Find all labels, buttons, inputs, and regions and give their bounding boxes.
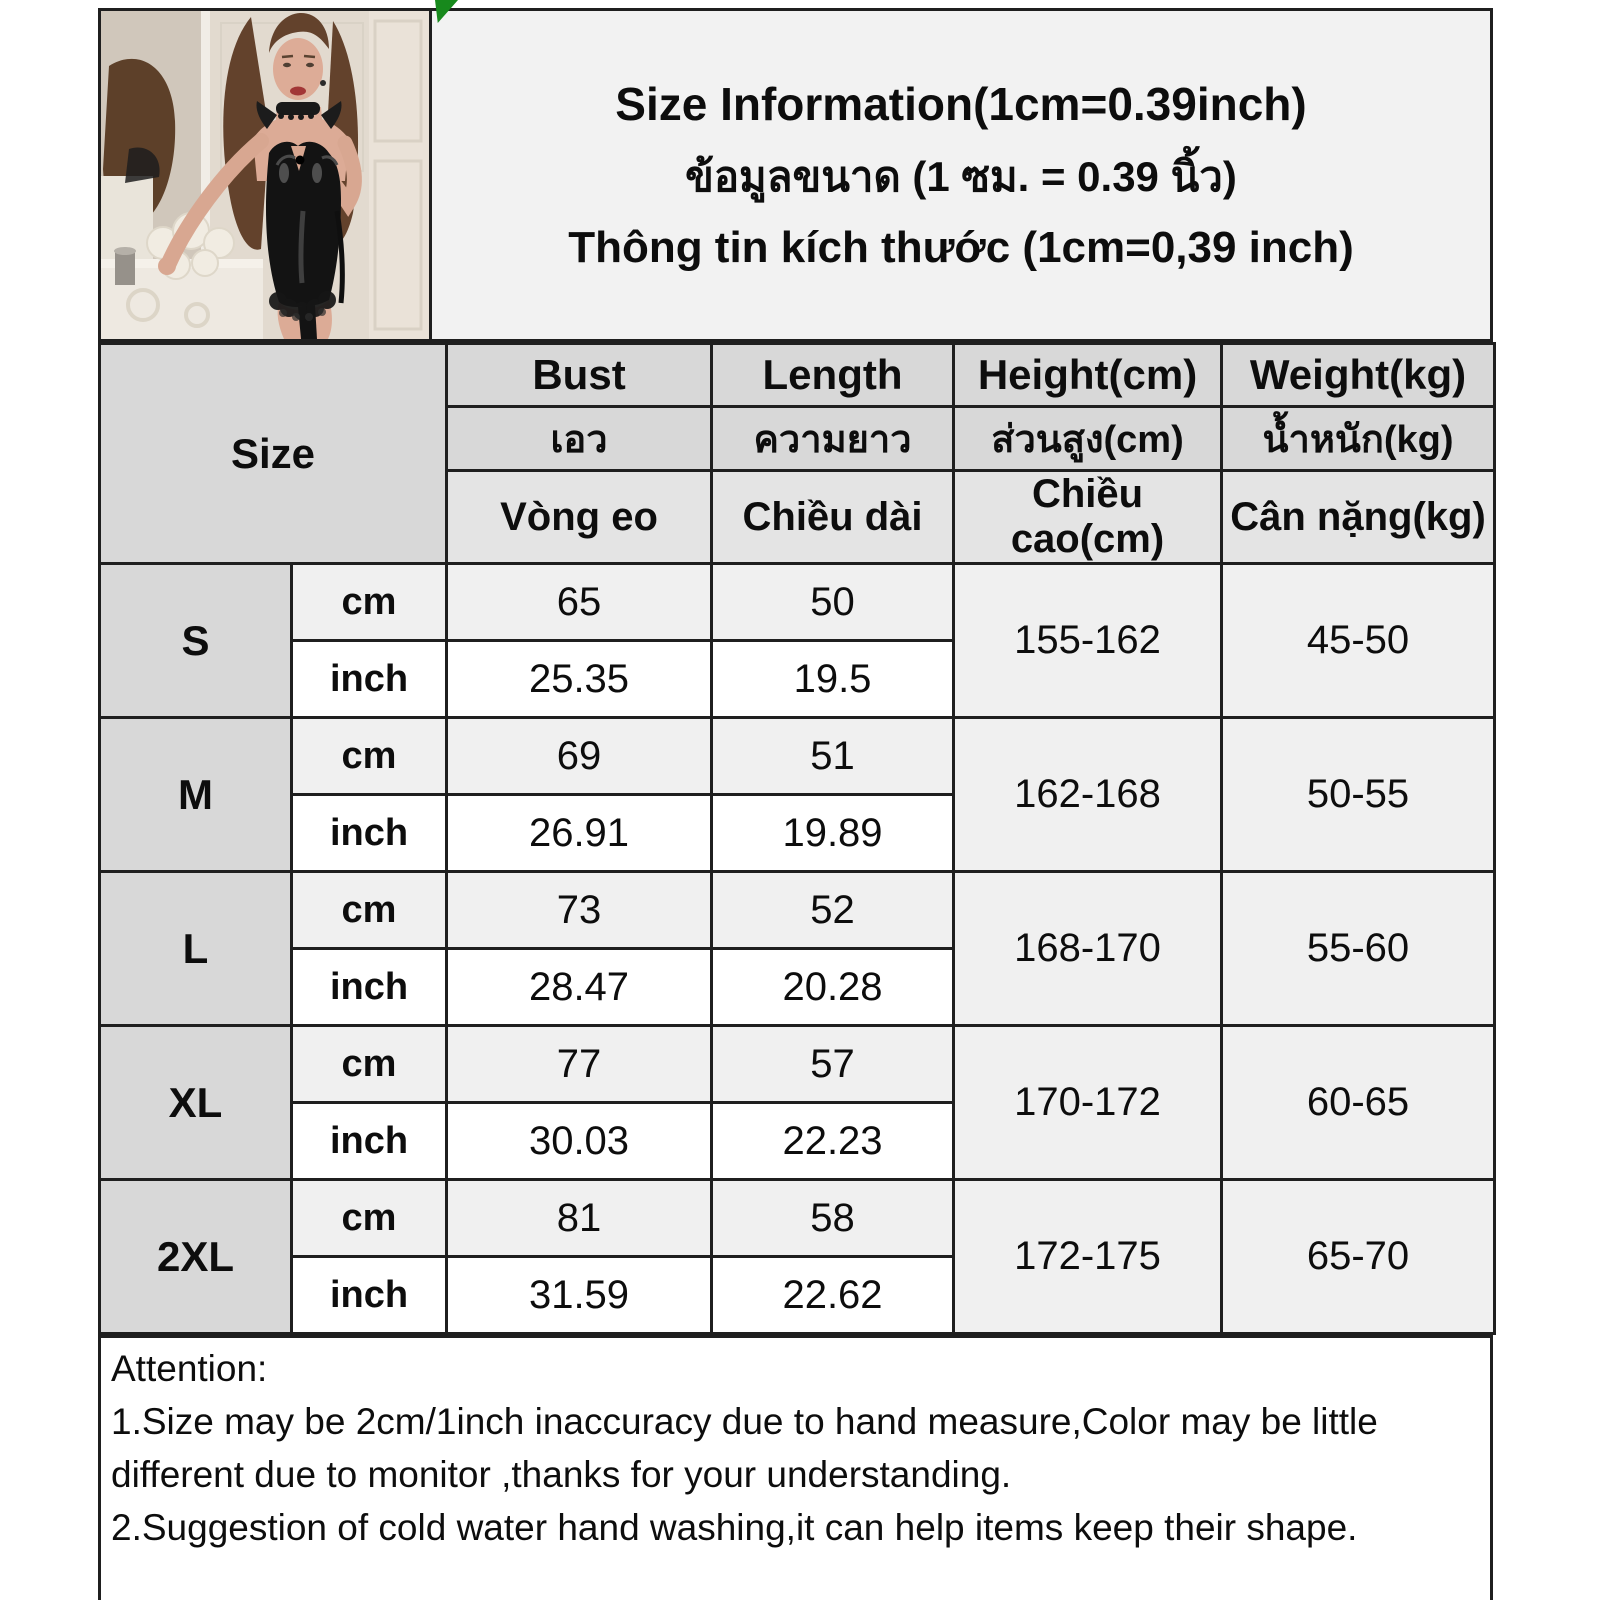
s-height-range: 155-162 [954,564,1222,718]
size-header-cell: Size [100,344,447,564]
table-row [100,872,1495,949]
attention-heading: Attention: [111,1348,268,1389]
col-header-weight-vi: Cân nặng(kg) [1222,471,1495,564]
unit-inch-label: inch [292,641,447,718]
table-row [100,1180,1495,1257]
title-line-thai: ข้อมูลขนาด (1 ซม. = 0.39 นิ้ว) [685,153,1237,200]
size-label-s: S [100,564,292,718]
l-length-inch: 20.28 [712,949,954,1026]
2xl-length-cm: 58 [712,1180,954,1257]
2xl-weight-range: 65-70 [1222,1180,1495,1334]
l-length-cm: 52 [712,872,954,949]
unit-inch-label: inch [292,1103,447,1180]
l-bust-cm: 73 [447,872,712,949]
table-row [100,564,1495,641]
unit-inch-label: inch [292,949,447,1026]
model-photo-illustration [101,11,429,339]
content-area [98,8,1493,1600]
table-row [100,718,1495,795]
col-header-bust-th: เอว [447,407,712,471]
s-length-cm: 50 [712,564,954,641]
col-header-height-en: Height(cm) [954,344,1222,407]
col-header-height-vi: Chiều cao(cm) [954,471,1222,564]
title-line-english: Size Information(1cm=0.39inch) [615,78,1307,130]
s-weight-range: 45-50 [1222,564,1495,718]
col-header-bust-vi: Vòng eo [447,471,712,564]
xl-bust-cm: 77 [447,1026,712,1103]
attention-note-1: 1.Size may be 2cm/1inch inaccuracy due to hand measure,Color may be little different due to monitor ,thanks for your understanding. [111,1401,1378,1495]
size-info-title [432,8,1493,342]
xl-weight-range: 60-65 [1222,1026,1495,1180]
col-header-weight-en: Weight(kg) [1222,344,1495,407]
m-weight-range: 50-55 [1222,718,1495,872]
title-line-vietnamese: Thông tin kích thước (1cm=0,39 inch) [568,223,1354,272]
size-table [98,342,1496,1335]
table-row [100,1026,1495,1103]
unit-cm-label: cm [292,872,447,949]
col-header-length-th: ความยาว [712,407,954,471]
unit-cm-label: cm [292,1026,447,1103]
top-section [98,8,1493,342]
size-label-m: M [100,718,292,872]
2xl-bust-inch: 31.59 [447,1257,712,1334]
unit-cm-label: cm [292,718,447,795]
col-header-length-en: Length [712,344,954,407]
unit-inch-label: inch [292,1257,447,1334]
attention-notes [98,1335,1493,1600]
l-weight-range: 55-60 [1222,872,1495,1026]
xl-height-range: 170-172 [954,1026,1222,1180]
s-bust-cm: 65 [447,564,712,641]
2xl-bust-cm: 81 [447,1180,712,1257]
product-photo [98,8,432,342]
s-bust-inch: 25.35 [447,641,712,718]
col-header-length-vi: Chiều dài [712,471,954,564]
attention-note-2: 2.Suggestion of cold water hand washing,it can help items keep their shape. [111,1507,1358,1548]
2xl-length-inch: 22.62 [712,1257,954,1334]
col-header-height-th: ส่วนสูง(cm) [954,407,1222,471]
m-bust-inch: 26.91 [447,795,712,872]
col-header-bust-en: Bust [447,344,712,407]
l-height-range: 168-170 [954,872,1222,1026]
xl-length-inch: 22.23 [712,1103,954,1180]
size-label-xl: XL [100,1026,292,1180]
m-bust-cm: 69 [447,718,712,795]
xl-bust-inch: 30.03 [447,1103,712,1180]
m-length-inch: 19.89 [712,795,954,872]
s-length-inch: 19.5 [712,641,954,718]
unit-cm-label: cm [292,564,447,641]
m-length-cm: 51 [712,718,954,795]
2xl-height-range: 172-175 [954,1180,1222,1334]
m-height-range: 162-168 [954,718,1222,872]
col-header-weight-th: น้ำหนัก(kg) [1222,407,1495,471]
unit-cm-label: cm [292,1180,447,1257]
unit-inch-label: inch [292,795,447,872]
size-label-2xl: 2XL [100,1180,292,1334]
xl-length-cm: 57 [712,1026,954,1103]
l-bust-inch: 28.47 [447,949,712,1026]
size-label-l: L [100,872,292,1026]
